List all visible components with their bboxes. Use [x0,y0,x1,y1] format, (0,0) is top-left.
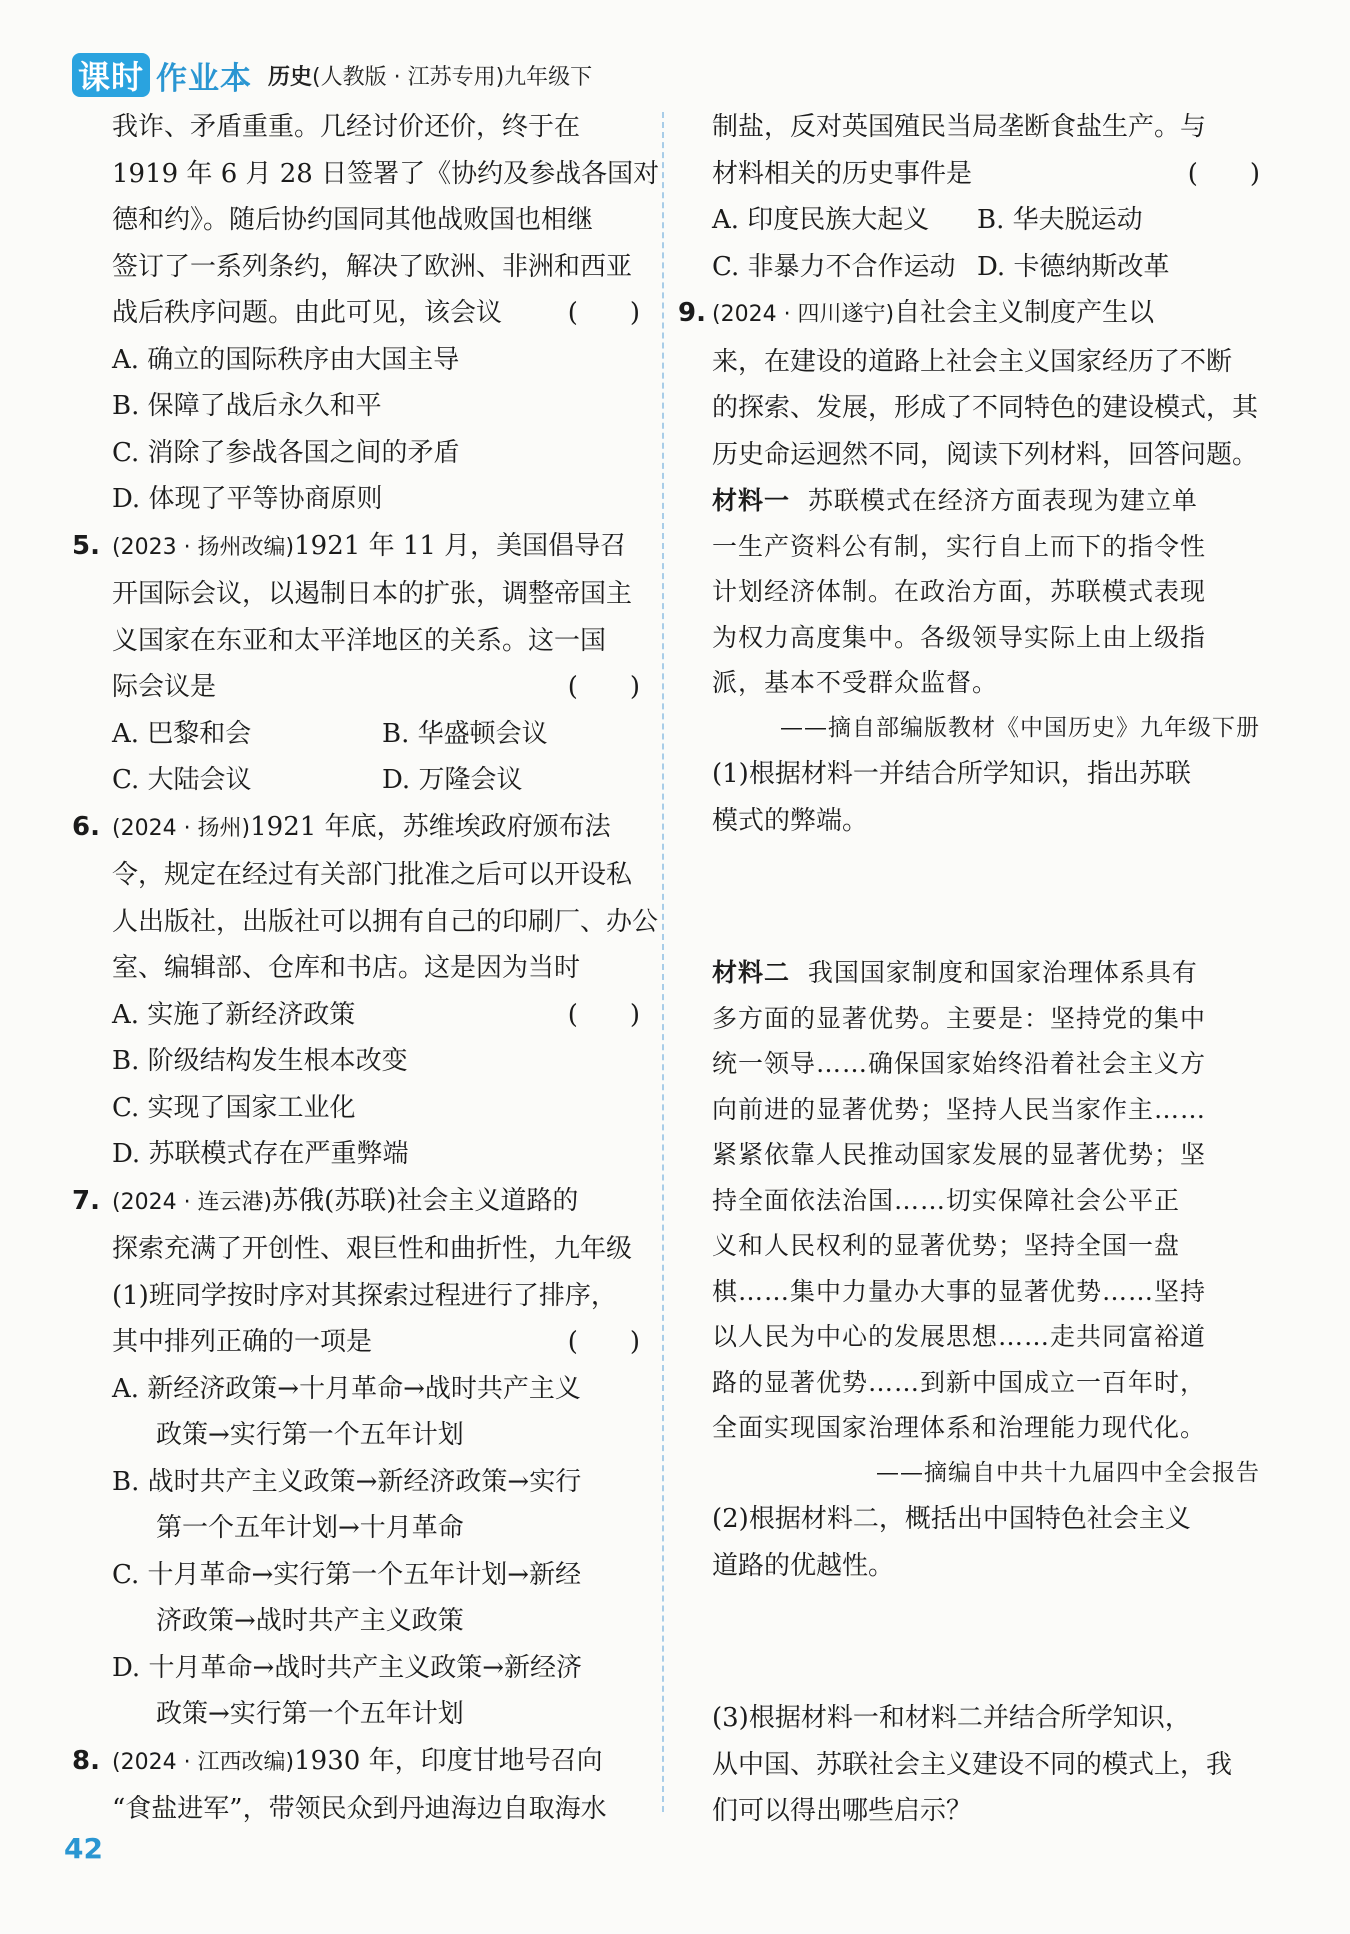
question-source: (2024 · 扬州) [112,815,251,841]
text-line: 紧紧依靠人民推动国家发展的显著优势；坚 [712,1140,1207,1169]
text-line: 义国家在东亚和太平洋地区的关系。这一国 [112,625,607,656]
material-label: 材料一 [712,486,791,515]
text-line [72,1178,640,1227]
text-line: 向前进的显著优势；坚持人民当家作主…… [712,1094,1207,1124]
text-line [72,804,640,853]
option-a: A. 实施了新经济政策 [112,999,356,1030]
text-line: 全面实现国家治理体系和治理能力现代化。 [712,1413,1207,1442]
question-8 [72,1738,640,1833]
material-label: 材料二 [712,958,791,987]
option-d: D. 苏联模式存在严重弊端 [112,1139,409,1169]
text-span: 苏俄(苏联)社会主义道路的 [272,1185,579,1216]
text-line: 来，在建设的道路上社会主义国家经历了不断 [712,346,1233,377]
option-b: B. 阶级结构发生根本改变 [112,1046,408,1076]
text-line: 1919 年 6 月 28 日签署了《协约及参战各国对 [112,158,660,189]
text-line: (2)根据材料二，概括出中国特色社会主义 [712,1504,1191,1534]
text-span: 自社会主义制度产生以 [894,298,1155,328]
option-c: C. 消除了参战各国之间的矛盾 [112,437,460,468]
question-source: (2023 · 扬州改编) [112,534,295,560]
text-line: (3)根据材料一和材料二并结合所学知识， [712,1703,1191,1733]
answer-blank: ( ) [1187,158,1260,189]
sub-question-3 [712,1695,1260,1835]
text-line [72,664,640,711]
text-line: 令，规定在经过有关部门批准之后可以开设私 [112,860,633,890]
option-a: A. 巴黎和会 [112,718,252,749]
answer-blank: ( ) [567,999,640,1030]
option-d-cont: 政策→实行第一个五年计划 [156,1699,464,1729]
citation: ——摘编自中共十九届四中全会报告 [876,1459,1260,1486]
citation: ——摘自部编版教材《中国历史》九年级下册 [780,714,1260,741]
material-two [712,950,1260,1496]
text-line: 我诈、矛盾重重。几经讨价还价，终于在 [112,112,581,142]
answer-space [712,844,1260,950]
question-number: 5. [72,530,100,561]
logo-title: 作业本 [156,60,253,97]
text-line: 历史命运迥然不同，阅读下列材料，回答问题。 [712,439,1259,470]
question-source: (2024 · 江西改编) [112,1749,295,1775]
text-span: 我国国家制度和国家治理体系具有 [807,958,1198,987]
logo-badge: 课时 [72,53,150,97]
text-line: 签订了一系列条约，解决了欧洲、非洲和西亚 [112,251,633,282]
option-b: B. 战时共产主义政策→新经济政策→实行 [112,1466,582,1497]
option-c: C. 非暴力不合作运动 [712,251,956,282]
option-a: A. 确立的国际秩序由大国主导 [112,344,460,375]
option-d: D. 万隆会议 [382,765,523,795]
option-row [712,197,1260,244]
text-span: 苏联模式在经济方面表现为建立单 [807,486,1198,515]
option-c: C. 大陆会议 [112,765,252,795]
text-line: 以人民为中心的发展思想……走共同富裕道 [712,1322,1207,1351]
answer-blank: ( ) [567,1327,640,1357]
text-line [72,1319,640,1366]
question-number: 7. [72,1185,100,1216]
text-line: 统一领导……确保国家始终沿着社会主义方 [712,1049,1207,1078]
text-span: 其中排列正确的一项是 [112,1327,373,1357]
text-line [72,523,640,572]
text-line: 制盐，反对英国殖民当局垄断食盐生产。与 [712,112,1207,142]
text-line [72,290,640,337]
text-line: (1)根据材料一并结合所学知识，指出苏联 [712,759,1191,789]
page-header [72,50,592,100]
option-b: B. 华盛顿会议 [382,718,548,749]
sub-question-1 [712,751,1260,844]
text-line: 的探索、发展，形成了不同特色的建设模式，其 [712,393,1259,423]
text-line: 持全面依法治国……切实保障社会公平正 [712,1185,1181,1215]
question-number: 9. [678,298,706,328]
text-span: 1930 年，印度甘地号召向 [294,1745,603,1776]
option-row [72,757,640,804]
text-span: 1921 年底，苏维埃政府颁布法 [250,811,611,842]
question-9 [678,290,1260,478]
sub-question-2 [712,1496,1260,1589]
option-row [72,711,640,758]
text-line: 为权力高度集中。各级领导实际上由上级指 [712,622,1207,652]
question-4-continued [72,104,660,523]
question-5 [72,523,640,804]
question-number: 8. [72,1745,100,1776]
column-divider [662,112,664,1812]
option-d: D. 卡德纳斯改革 [977,251,1170,282]
option-b-cont: 第一个五年计划→十月革命 [156,1513,464,1543]
text-line: 德和约》。随后协约国同其他战败国也相继 [112,205,594,235]
text-line [712,478,1260,524]
text-line [678,290,1260,339]
question-source: (2024 · 四川遂宁) [712,302,895,327]
text-span: 材料相关的历史事件是 [712,158,973,189]
text-line: “食盐进军”，带领民众到丹迪海边自取海水 [112,1794,607,1824]
option-b: B. 华夫脱运动 [977,205,1143,235]
text-line: 模式的弊端。 [712,805,869,836]
option-a: A. 新经济政策→十月革命→战时共产主义 [112,1373,581,1404]
option-d: D. 十月革命→战时共产主义政策→新经济 [112,1652,583,1683]
text-line: (1)班同学按时序对其探索过程进行了排序， [112,1280,617,1311]
text-line: 道路的优越性。 [712,1550,895,1581]
option-a-cont: 政策→实行第一个五年计划 [156,1420,464,1450]
question-6 [72,804,659,1178]
question-8-continued [712,104,1260,290]
answer-blank: ( ) [567,672,640,702]
text-line [712,950,1260,996]
text-line: 们可以得出哪些启示？ [712,1796,973,1826]
text-span: 1921 年 11 月，美国倡导召 [294,530,627,561]
text-line: 计划经济体制。在政治方面，苏联模式表现 [712,577,1207,606]
header-edition: (人教版 · 江苏专用)九年级下 [312,64,593,90]
text-line: 人出版社，出版社可以拥有自己的印刷厂、办公 [112,906,659,937]
option-row [712,244,1260,291]
material-one [712,478,1260,751]
option-c: C. 实现了国家工业化 [112,1092,356,1123]
text-line: 探索充满了开创性、艰巨性和曲折性，九年级 [112,1234,633,1264]
header-subject-line [268,60,592,91]
page-number: 42 [64,1832,103,1865]
question-number: 6. [72,811,100,842]
text-span: 战后秩序问题。由此可见，该会议 [112,298,503,328]
text-line [712,151,1260,198]
text-line: 多方面的显著优势。主要是：坚持党的集中 [712,1003,1207,1033]
text-span: 际会议是 [112,672,217,702]
left-column [72,104,660,1833]
text-line: 派，基本不受群众监督。 [712,668,999,697]
text-line: 从中国、苏联社会主义建设不同的模式上，我 [712,1749,1233,1780]
option-b: B. 保障了战后永久和平 [112,391,382,421]
option-d: D. 体现了平等协商原则 [112,484,383,514]
right-column [678,104,1260,1835]
option-c: C. 十月革命→实行第一个五年计划→新经 [112,1559,582,1590]
text-line: 义和人民权利的显著优势；坚持全国一盘 [712,1231,1181,1260]
answer-space [712,1589,1260,1695]
text-line [72,1738,640,1787]
answer-blank: ( ) [567,298,640,328]
text-line: 开国际会议，以遏制日本的扩张，调整帝国主 [112,579,633,609]
text-span: 室、编辑部、仓库和书店。这是因为当时 [112,953,581,983]
option-a: A. 印度民族大起义 [712,205,930,235]
question-7 [72,1178,640,1738]
option-c-cont: 济政策→战时共产主义政策 [156,1606,464,1636]
text-line: 路的显著优势……到新中国成立一百年时， [712,1367,1207,1397]
question-source: (2024 · 连云港) [112,1189,273,1215]
text-line: 一生产资料公有制，实行自上而下的指令性 [712,531,1207,561]
text-line: 棋……集中力量办大事的显著优势……坚持 [712,1276,1207,1306]
header-subject: 历史 [268,64,313,90]
